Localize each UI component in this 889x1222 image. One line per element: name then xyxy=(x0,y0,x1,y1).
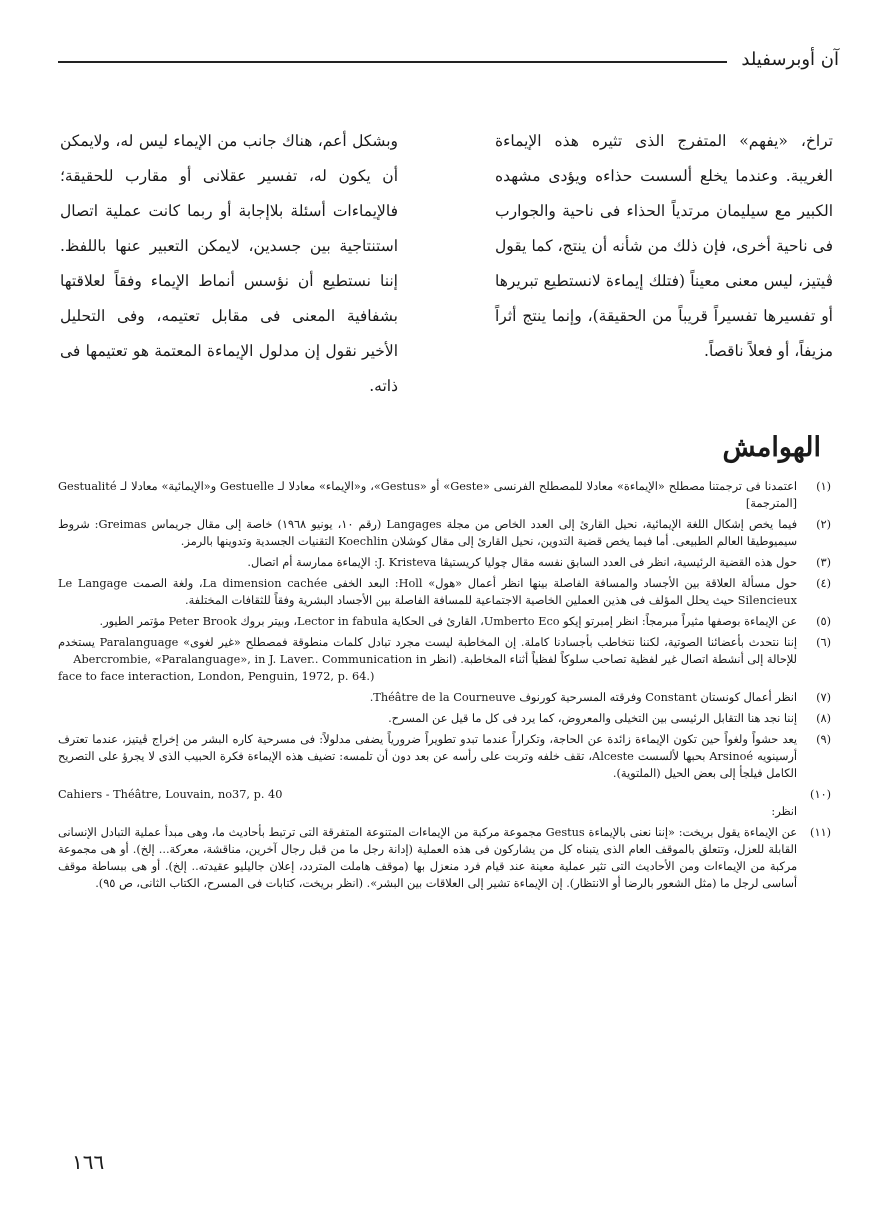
note-number: (٢) xyxy=(816,518,831,531)
note-text: إننا نتحدث بأعضائنا الصوتية، لكننا نتخاطب بأجسادنا كاملة. إن المخاطبة ليست مجرد تبادل كلمات منطوقة فمصطلح «غير لغوى» Paralanguage يستخدم للإحالة إلى أنشطة اتصال غير لفظية تصاحب سلوكاً لفظياً أثناء المخاطبة. (انظر Abercrombie, «Paralanguage», in J. Laver.. Communication in xyxy=(58,636,797,666)
left-column-paragraph: وبشكل أعم، هناك جانب من الإيماء ليس له، ولايمكن أن يكون له، تفسير عقلانى أو مقارب للحقيقة؛ فالإيماءات أسئلة بلاإجابة أو ربما كانت عملية اتصال استنتاجية بين جسدين، لايمكن التعبير عنها باللفظ. إننا نستطيع أن نؤسس أنماط الإيماء وفقاً لعلاقتها بشفافية المعنى فى مقابل تعتيمه، وفى التحليل الأخير نقول إن مدلول الإيماءة المعتمة هو تعتيمها فى ذاته. xyxy=(60,132,398,395)
note-number: (٥) xyxy=(816,615,831,628)
note-2 xyxy=(58,516,831,550)
note-5 xyxy=(58,613,831,630)
running-title: آن أوبرسفيلد xyxy=(741,49,839,70)
note-text: اعتمدنا فى ترجمتنا مصطلح «الإيماءة» معادلا للمصطلح الفرنسى «Geste» أو «Gestus»، و«الإيماء» معادلا لـ Gestuelle و«الإيمائية» معادلا لـ Gestualité [المترجمة] xyxy=(58,480,797,510)
note-10 xyxy=(58,786,831,820)
note-text: يعد حشواً ولغواً حين تكون الإيماءة زائدة عن الحاجة، وتكراراً عندما تبدو تطويراً ضرورياً يضفى مدلولاً: فى مسرحية كاره البشر من إخراج ڤيتيز، عندما تعترف أرسينويه Arsinoé بحبها لألسست Alceste، تقف خلفه وتربت على رأسه عن بعد دون أن تلمسه: تضيف هذه الإيماءة فكرة الحبيب الذى لا يجرؤ على التصريح الكامل فيلجأ إلى بعض الحيل (الملتوية). xyxy=(58,733,797,780)
page-number: ١٦٦ xyxy=(72,1150,105,1174)
note-number: (٦) xyxy=(816,636,831,649)
note-text: انظر: xyxy=(771,805,797,818)
note-3 xyxy=(58,554,831,571)
left-column xyxy=(60,124,398,395)
note-number: (٩) xyxy=(816,733,831,746)
note-11 xyxy=(58,824,831,892)
note-text: حول هذه القضية الرئيسية، انظر فى العدد السابق نفسه مقال چوليا كريستيڤا J. Kristeva: الإيماءة ممارسة أم اتصال. xyxy=(247,556,797,569)
note-text: فيما يخص إشكال اللغة الإيمائية، نحيل القارئ إلى العدد الخاص من مجلة Langages (رقم ١٠، يونيو ١٩٦٨) خاصة إلى مقال جريماس Greimas: شروط سيميوطيقا العالم الطبيعى. أما فيما يخص قضية التدوين، نحيل القارئ إلى مقال كوشلان Koechlin التقنيات الجسدية وتدوينها بالرمز. xyxy=(58,518,797,548)
notes-heading: الهوامش xyxy=(722,432,821,463)
note-number: (٧) xyxy=(816,691,831,704)
right-column xyxy=(495,124,833,386)
note-7 xyxy=(58,689,831,706)
note-number: (٣) xyxy=(816,556,831,569)
note-text: عن الإيماءة يقول بريخت: «إننا نعنى بالإيماءة Gestus مجموعة مركبة من الإيماءات المتنوعة المتفرقة التى ترتبط بأحاديث ما، وهى مبدأ عملية التبادل الإنسانى القابلة للعزل، وتتعلق بالموقف العام الذى يتبناه كل من يشاركون فى هذه العملية (إدانة رجل ما من قبل رجال آخرين، مناقشة، معركة... إلخ). أو هى مجموعة مركبة من الإيماءات ومن الأحاديث التى تثير عملية معينة عند قيام فرد منعزل بها (موقف هاملت المتردد، إعلان جاليليو عقيدته.. إلخ). أو هى ببساطة موقف أساسى لرجل ما (مثل الشعور بالرضا أو الانتظار). إن الإيماءة تشير إلى العلاقات بين البشر». (انظر بريخت، كتابات فى المسرح، الكتاب الثانى، ص ٩٥). xyxy=(58,826,797,890)
body-text xyxy=(60,124,833,395)
notes-list xyxy=(58,478,831,896)
note-number: (١) xyxy=(816,480,831,493)
header-rule xyxy=(58,61,727,63)
note-reference: face to face interaction, London, Penguin, 1972, p. 64.) xyxy=(58,670,375,683)
note-4 xyxy=(58,575,831,609)
note-text: انظر أعمال كونستان Constant وفرقته المسرحية كورنوف Théâtre de la Courneuve. xyxy=(369,691,797,704)
note-1 xyxy=(58,478,831,512)
note-6 xyxy=(58,634,831,685)
note-9 xyxy=(58,731,831,782)
right-column-paragraph: تراخ، «يفهم» المتفرج الذى تثيره هذه الإيماءة الغريبة. وعندما يخلع ألسست حذاءه ويؤدى مشهده الكبير مع سيليمان مرتدياً الحذاء فى ناحية والجوارب فى ناحية أخرى، فإن ذلك من شأنه أن ينتج، كما يقول ڤيتيز، ليس معنى معيناً (فتلك إيماءة لانستطيع تبريرها أو تفسيرها تفسيراً قريباً من الحقيقة)، وإنما ينتج أثراً مزيفاً، أو فعلاً ناقصاً. xyxy=(495,132,833,360)
note-8 xyxy=(58,710,831,727)
note-text: إننا نجد هنا التقابل الرئيسى بين التخيلى والمعروض، كما يرد فى كل ما قيل عن المسرح. xyxy=(388,712,797,725)
note-number: (٨) xyxy=(816,712,831,725)
note-text: عن الإيماءة بوصفها مثيراً مبرمجاً: انظر إمبرتو إيكو Umberto Eco، القارئ فى الحكاية Lector in fabula، وبيتر بروك Peter Brook مؤتمر الطيور. xyxy=(99,615,797,628)
note-number: (١١) xyxy=(810,826,831,839)
note-text: حول مسألة العلاقة بين الأجساد والمسافة الفاصلة بينها انظر أعمال «هول» Holl: البعد الخفى La dimension cachée، ولغة الصمت Le Langage Silencieux حيث يحلل المؤلف فى هذين العملين الخاصية الاجتماعية للمسافة الفاصلة بين الأجساد البشرية وفقاً للثقافات المختلفة. xyxy=(58,577,798,607)
running-header xyxy=(58,48,839,70)
note-number: (٤) xyxy=(816,577,831,590)
note-reference: Cahiers - Théâtre, Louvain, no37, p. 40 xyxy=(58,788,283,801)
note-number: (١٠) xyxy=(810,788,831,801)
